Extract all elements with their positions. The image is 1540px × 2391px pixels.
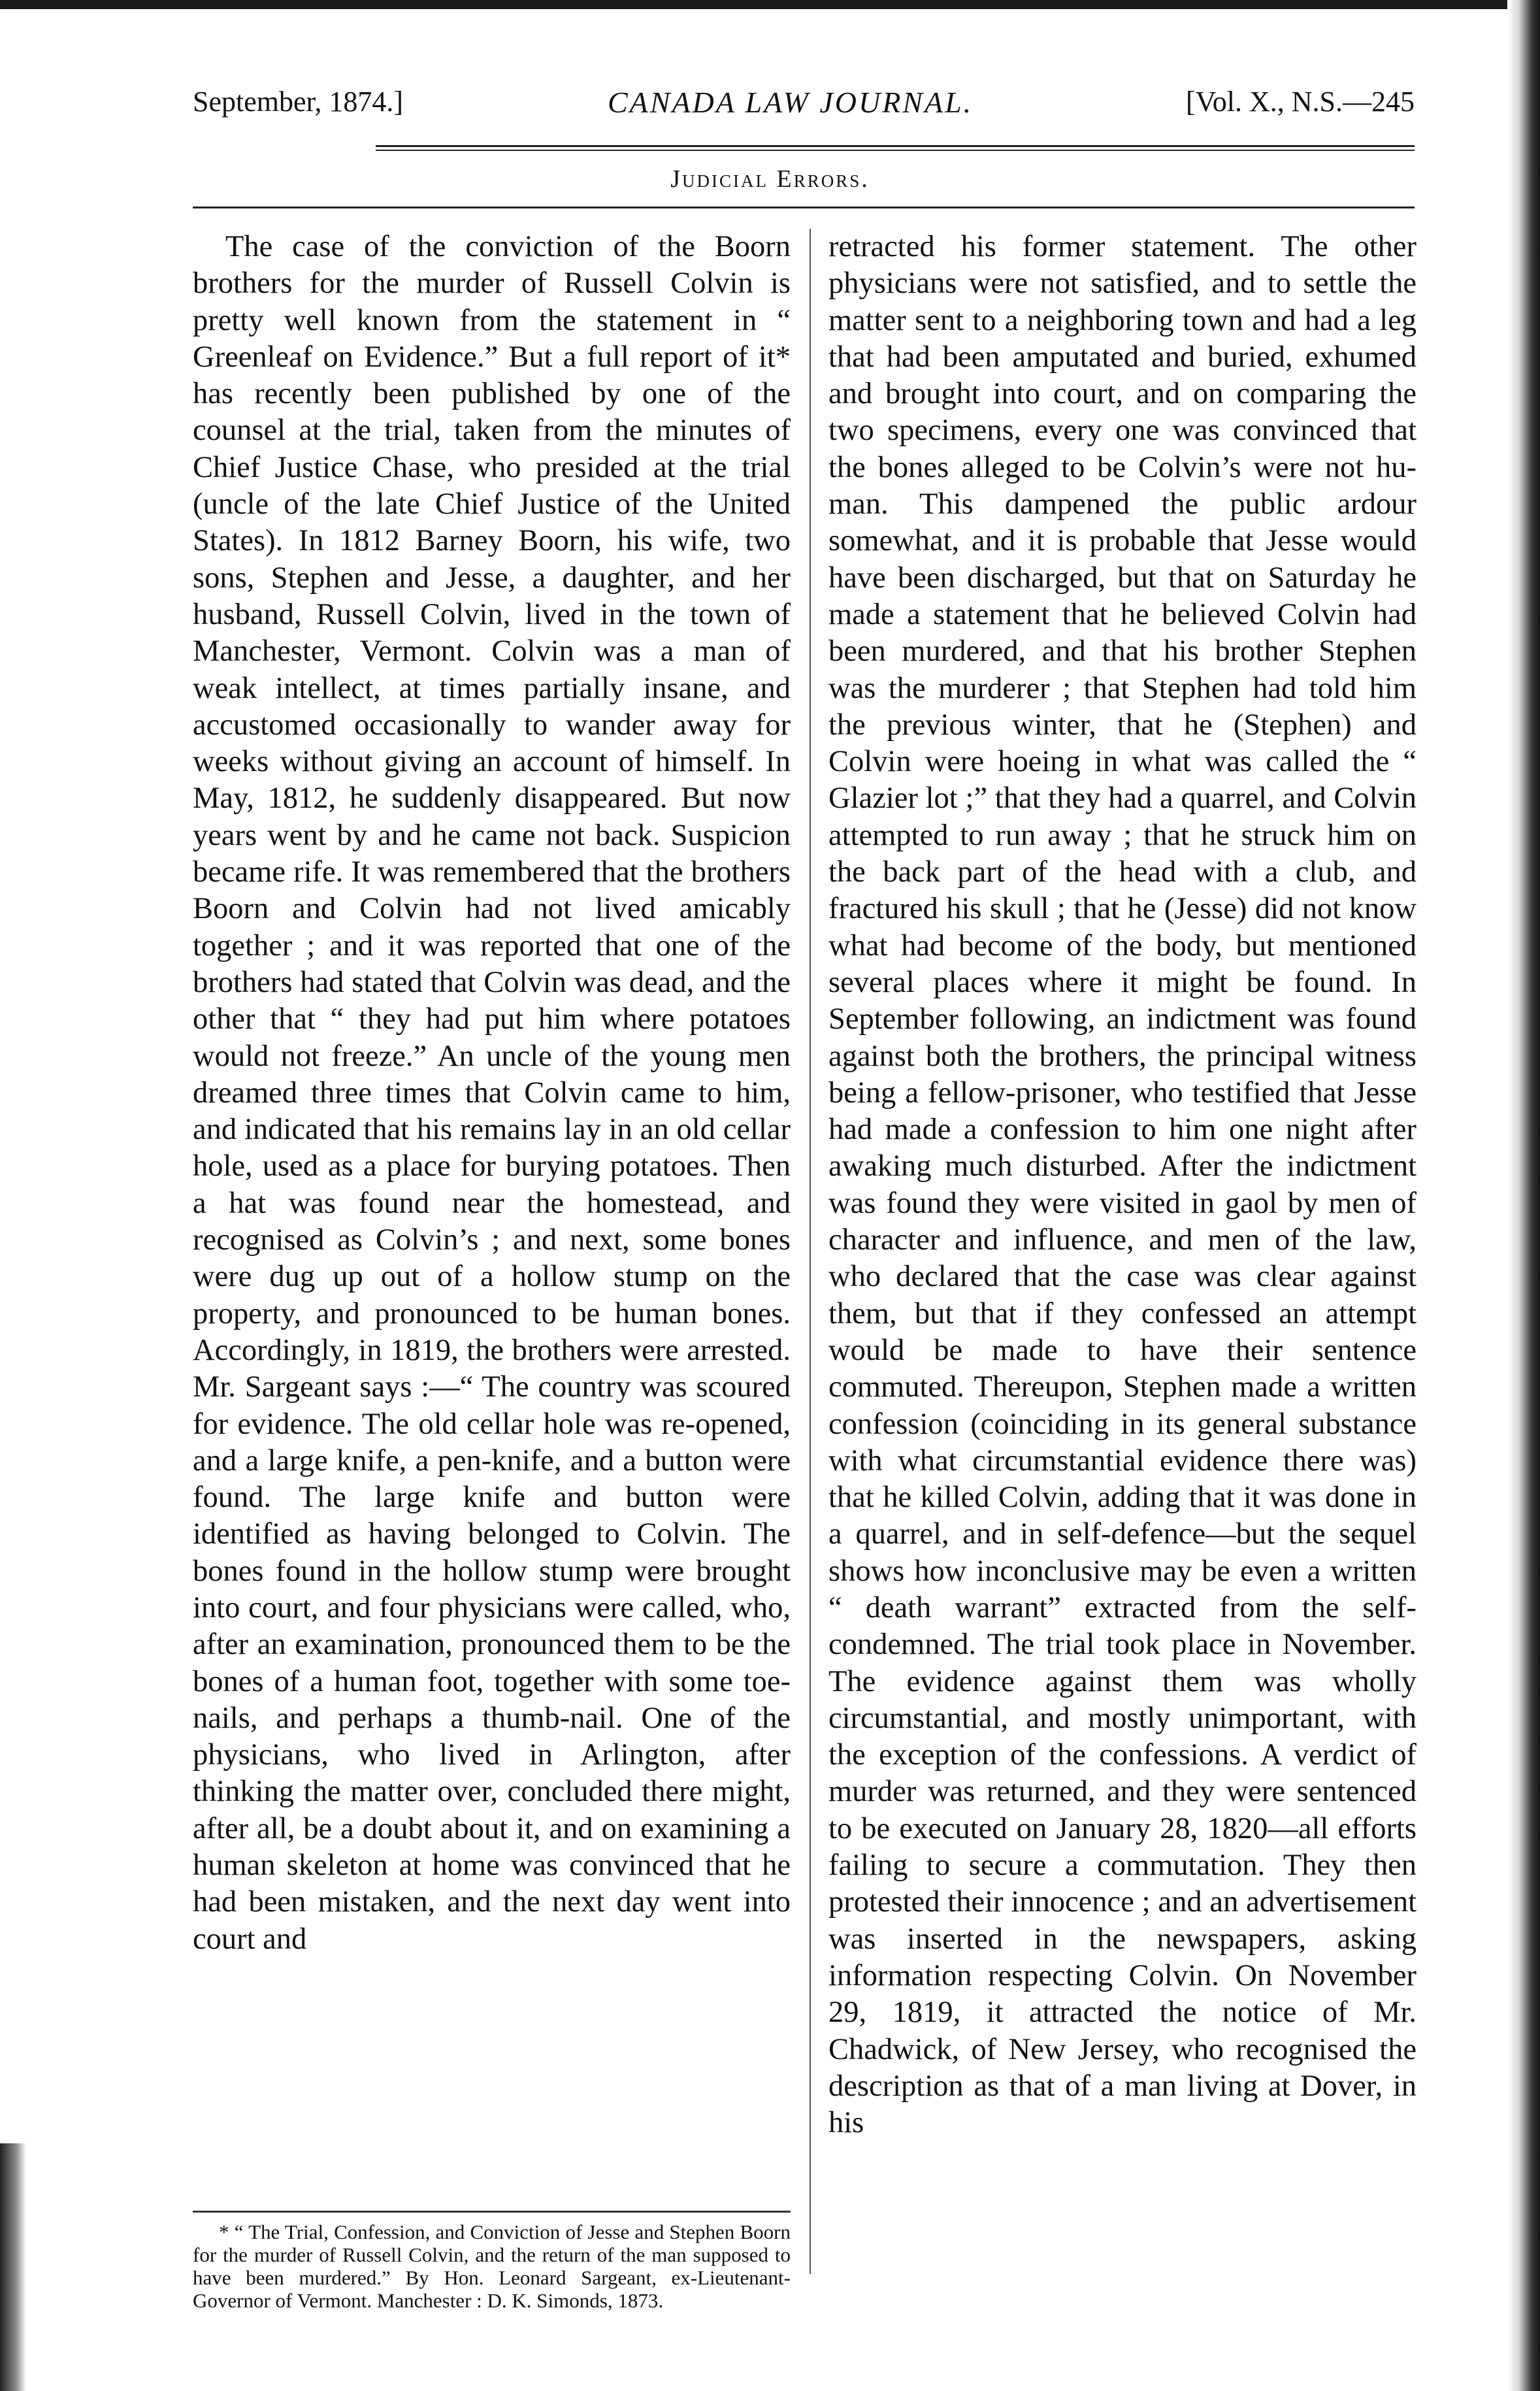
column-divider (810, 229, 811, 2274)
section-rule (193, 206, 1415, 208)
section-title: Judicial Errors. (670, 165, 870, 193)
header-journal-title: CANADA LAW JOURNAL. (608, 86, 974, 119)
header-date: September, 1874.] (193, 86, 404, 118)
paragraph-right: retracted his former statement. The other physicians were not satisfied, and to settle the matter sent to a neighboring town and had a leg that had been amputated and buried, exhumed and brought into court, and on comparing the two specimens, every one was convinced that the bones alleged to be Colvin’s were not human. This dampened the public ardour somewhat, and it is probable that Jesse would have been discharged, but that on Saturday he made a statement that he believed Colvin had been murdered, and that his brother Stephen was the murderer ; that Stephen had told him the previous winter, that he (Stephen) and Colvin were hoeing in what was called the “ Glazier lot ;” that they had a quarrel, and Colvin attempted to run away ; that he struck him on the back part of the head with a club, and fractured his skull ; that he (Jesse) did not know what had become of the body, but mentioned several places where it might be found. In September following, an indictment was found against both the brothers, the principal witness being a fellow-prisoner, who testified that Jesse had made a confession to him one night after awaking much disturbed. After the indictment was found they were visited in gaol by men of character and influence, and men of the law, who declared that the case was clear against them, but that if they confessed an attempt would be made to have their sentence commuted. Thereupon, Stephen made a written confession (coinciding in its general substance with what circumstantial evidence there was) that he killed Colvin, adding that it was done in a quarrel, and in self-defence—but the sequel shows how inconclusive may be even a written “ death warrant” extracted from the self-condemned. The trial took place in November. The evidence against them was wholly circumstantial, and mostly unimportant, with the exception of the confessions. A verdict of murder was returned, and they were sentenced to be executed on January 28, 1820—all efforts failing to secure a commutation. They then protested their innocence ; and an advertisement was inserted in the newspapers, asking information respecting Colvin. On November 29, 1819, it attracted the notice of Mr. Chadwick, of New Jersey, who recognised the description as that of a man living at Dover, in his (828, 230, 1417, 2140)
scan-corner-shadow (0, 2143, 26, 2391)
text-column-left (193, 229, 791, 1958)
running-header (193, 80, 1415, 132)
scan-top-edge (0, 0, 1540, 9)
text-column-right (828, 229, 1417, 2141)
footnote (193, 2220, 791, 2312)
header-rule-bottom (376, 150, 1415, 151)
footnote-rule (193, 2211, 791, 2213)
header-rule-top (376, 145, 1415, 147)
scan-binding-edge (1507, 0, 1540, 2391)
paragraph-left: The case of the conviction of the Boorn brothers for the murder of Russell Colvin is pretty well known from the statement in “ Greenleaf on Evidence.” But a full report of it* has recently been published by one of the counsel at the trial, taken from the minutes of Chief Justice Chase, who presided at the trial (uncle of the late Chief Justice of the United States). In 1812 Barney Boorn, his wife, two sons, Stephen and Jesse, a daughter, and her husband, Russell Colvin, lived in the town of Manchester, Vermont. Colvin was a man of weak intellect, at times partially insane, and accustomed occasionally to wander away for weeks without giving an account of himself. In May, 1812, he suddenly disappeared. But now years went by and he came not back. Suspicion became rife. It was remembered that the brothers Boorn and Colvin had not lived amicably together ; and it was reported that one of the brothers had stated that Colvin was dead, and the other that “ they had put him where potatoes would not freeze.” An uncle of the young men dreamed three times that Colvin came to him, and indicated that his remains lay in an old cellar hole, used as a place for burying potatoes. Then a hat was found near the homestead, and recognised as Colvin’s ; and next, some bones were dug up out of a hollow stump on the property, and pronounced to be human bones. Accordingly, in 1819, the brothers were arrested. Mr. Sargeant says :—“ The country was scoured for evidence. The old cellar hole was re-opened, and a large knife, a pen-knife, and a button were found. The large knife and button were identified as having belonged to Colvin. The bones found in the hollow stump were brought into court, and four physicians were called, who, after an examination, pronounced them to be the bones of a human foot, together with some toe-nails, and perhaps a thumb-nail. One of the physicians, who lived in Arlington, after thinking the matter over, concluded there might, after all, be a doubt about it, and on examining a human skeleton at home was convinced that he had been mistaken, and the next day went into court and (193, 230, 791, 1956)
header-volume: [Vol. X., N.S.—245 (1185, 86, 1415, 118)
footnote-text: * “ The Trial, Confession, and Conviction of Jesse and Stephen Boorn for the murder of Russell Colvin, and the return of the man supposed to have been murdered.” By Hon. Leonard Sargeant, ex-Lieutenant-Governor of Vermont. Manchester : D. K. Simonds, 1873. (193, 2220, 791, 2312)
